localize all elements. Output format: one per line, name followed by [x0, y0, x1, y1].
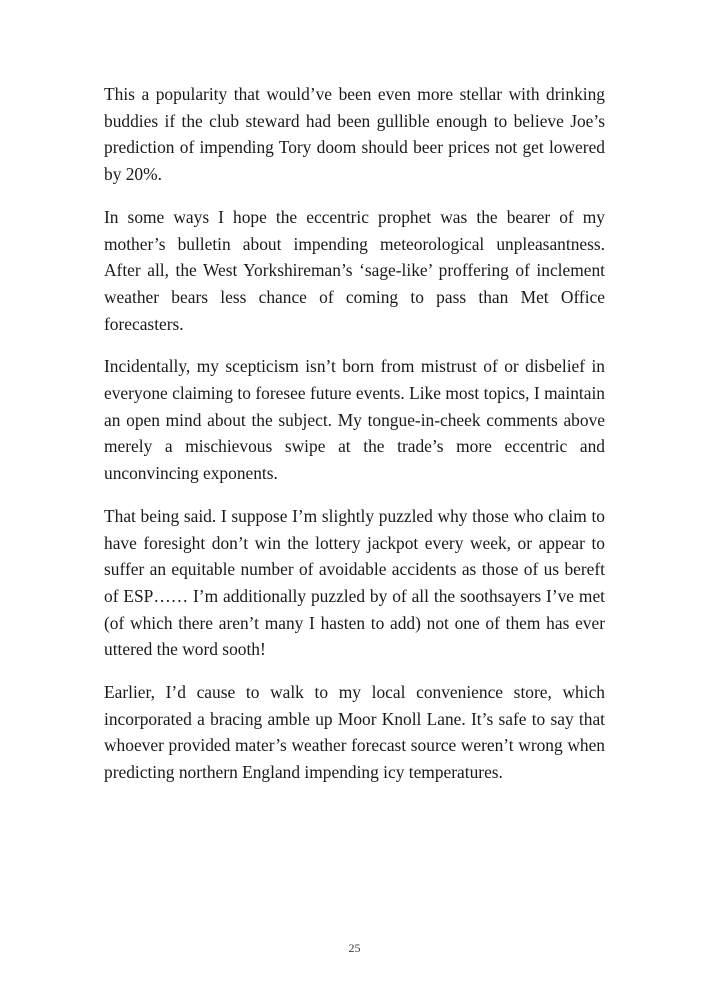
paragraph-2: In some ways I hope the eccentric prophet was the bearer of my mother’s bulletin about impending meteorological unpleasantness. After all, the West Yorkshireman’s ‘sage-like’ proffering of inclement weather bears less chance of coming to pass than Met Office forecasters. — [104, 206, 605, 334]
page-number: 25 — [348, 941, 361, 955]
paragraph-3: Incidentally, my scepticism isn’t born from mistrust of or disbelief in everyone claiming to foresee future events. Like most topics, I maintain an open mind about the subject. My tongue-in-cheek comments above merely a mischievous swipe at the trade’s more eccentric and unconvincing exponents. — [104, 356, 605, 484]
paragraph-5: Earlier, I’d cause to walk to my local convenience store, which incorporated a bracing amble up Moor Knoll Lane. It’s safe to say that whoever provided mater’s weather forecast source weren’t wrong when predicting northern England impending icy temperatures. — [104, 682, 605, 783]
paragraph-1: This a popularity that would’ve been even more stellar with drinking buddies if the club steward had been gullible enough to believe Joe’s prediction of impending Tory doom should beer prices not get lowered by 20%. — [104, 84, 605, 185]
paragraph-4: That being said. I suppose I’m slightly puzzled why those who claim to have foresight don’t win the lottery jackpot every week, or appear to suffer an equitable number of avoidable accidents as those of us bereft of ESP…… I’m additionally puzzled by of all the soothsayers I’ve met (of which there aren’t many I hasten to add) not one of them has ever uttered the word sooth! — [104, 505, 605, 660]
body-text — [104, 81, 605, 802]
